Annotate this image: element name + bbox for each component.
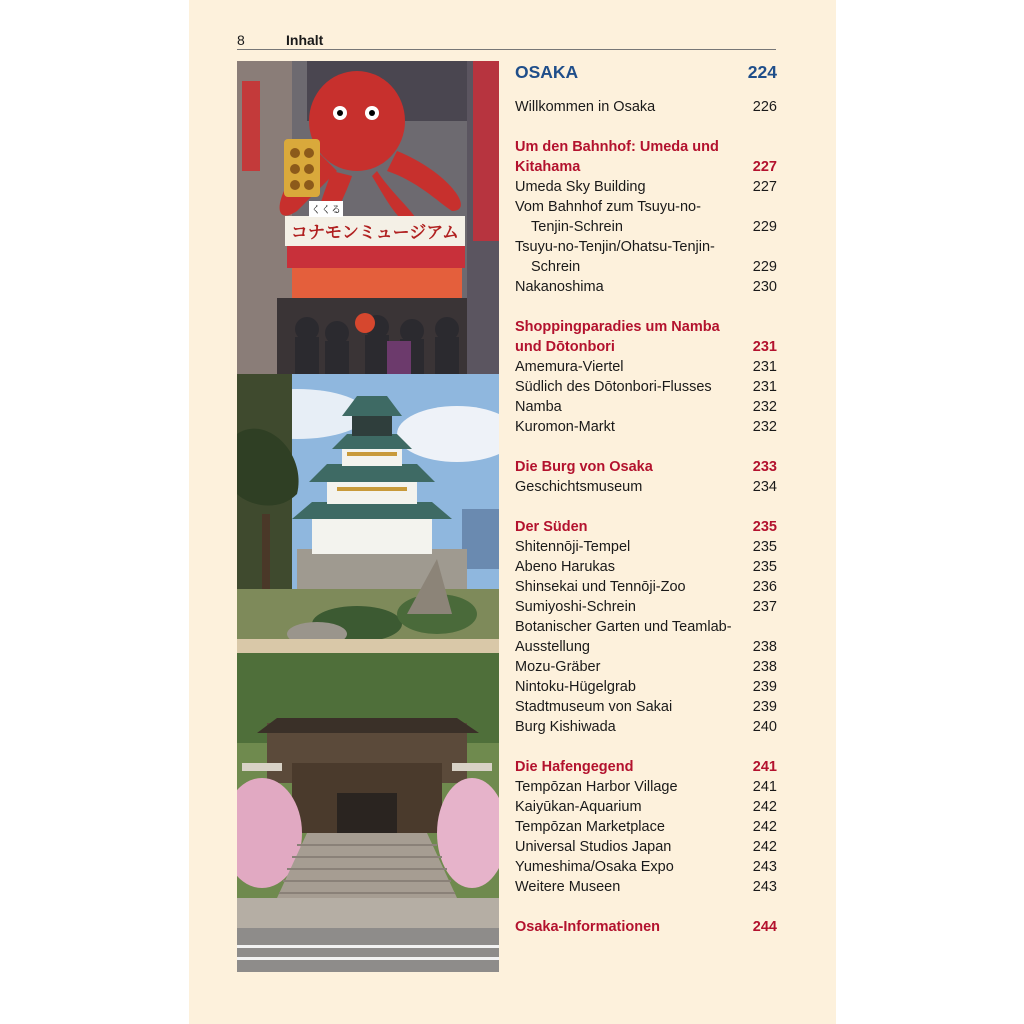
toc-entry-label: Mozu-Gräber [515,659,601,675]
toc-entry-label: Weitere Museen [515,879,621,895]
toc-entry-label: Stadtmuseum von Sakai [515,699,673,715]
toc-entry[interactable] [515,717,777,737]
toc-entry-label: Abeno Harukas [515,559,615,575]
toc-page-number: 233 [752,459,777,475]
toc-entry[interactable] [515,617,777,657]
toc-page-number: 235 [752,519,777,535]
toc-page-number: 242 [752,819,777,835]
toc-entry[interactable] [515,777,777,797]
toc-section-label: Die Hafengegend [515,759,634,775]
toc-page-number: 240 [752,719,777,735]
toc-entry-label: Nakanoshima [515,279,604,295]
toc-page-number: 229 [752,219,777,235]
toc-entry-label: Shinsekai und Tennōji-Zoo [515,579,686,595]
toc-entry[interactable] [515,357,777,377]
toc-entry-label: Burg Kishiwada [515,719,616,735]
toc-entry-label: Universal Studios Japan [515,839,672,855]
toc-entry[interactable] [515,97,777,117]
toc-entry[interactable] [515,857,777,877]
toc-page-number: 234 [752,479,777,495]
toc-entry[interactable] [515,177,777,197]
toc-entry[interactable] [515,417,777,437]
toc-entry-label: Yumeshima/Osaka Expo [515,859,674,875]
toc-page-number: 231 [752,339,777,355]
toc-entry[interactable] [515,577,777,597]
toc-entry[interactable] [515,877,777,897]
page-number: 8 [237,32,245,48]
toc-entry[interactable] [515,697,777,717]
table-of-contents [515,61,777,937]
toc-entry[interactable] [515,837,777,857]
toc-entry[interactable] [515,277,777,297]
toc-entry-label: Botanischer Garten und Teamlab-Ausstellung [515,619,732,655]
toc-section-heading[interactable] [515,457,777,477]
toc-entry-label: Shitennōji-Tempel [515,539,631,555]
toc-page-number: 231 [752,359,777,375]
toc-entry[interactable] [515,657,777,677]
toc-entry[interactable] [515,817,777,837]
toc-page-number: 237 [752,599,777,615]
toc-chapter-label: OSAKA [515,62,579,82]
header-title: Inhalt [286,32,324,48]
toc-page-number: 232 [752,399,777,415]
toc-entry[interactable] [515,397,777,417]
toc-entry[interactable] [515,537,777,557]
toc-entry[interactable] [515,557,777,577]
toc-entry-label: Nintoku-Hügelgrab [515,679,636,695]
toc-entry-label: Geschichtsmuseum [515,479,643,495]
toc-entry[interactable] [515,237,777,277]
toc-page-number: 239 [752,679,777,695]
toc-section-label: Der Süden [515,519,588,535]
toc-page-number: 232 [752,419,777,435]
toc-page-number: 226 [752,99,777,115]
toc-page-number: 244 [752,919,777,935]
toc-entry-label: Tsuyu-no-Tenjin/Ohatsu-Tenjin-Schrein [515,239,715,275]
photo-osaka-castle [237,374,499,653]
toc-entry-label: Tempōzan Harbor Village [515,779,678,795]
toc-page-number: 236 [752,579,777,595]
toc-entry[interactable] [515,377,777,397]
toc-page-number: 229 [752,259,777,275]
toc-entry-label: Amemura-Viertel [515,359,624,375]
toc-entry-label: Kaiyūkan-Aquarium [515,799,642,815]
small-sign-text: くくる [311,205,341,216]
toc-page-number: 238 [752,659,777,675]
photo-column [237,61,499,972]
toc-page-number: 227 [752,159,777,175]
toc-page-number: 227 [752,179,777,195]
toc-page-number: 241 [752,759,777,775]
toc-page-number: 231 [752,379,777,395]
toc-entry-label: Südlich des Dōtonbori-Flusses [515,379,712,395]
toc-chapter-heading[interactable] [515,61,777,83]
toc-page-number: 243 [752,879,777,895]
toc-entry[interactable] [515,677,777,697]
toc-entry-label: Tempōzan Marketplace [515,819,665,835]
toc-entry-label: Namba [515,399,562,415]
photo-temple-gate [237,653,499,972]
toc-page-number: 239 [752,699,777,715]
toc-page-number: 241 [752,779,777,795]
toc-section-label: Osaka-Informationen [515,919,661,935]
toc-entry-label: Vom Bahnhof zum Tsuyu-no-Tenjin-Schrein [515,199,701,235]
toc-entry-label: Willkommen in Osaka [515,99,656,115]
toc-page-number: 242 [752,839,777,855]
toc-section-heading[interactable] [515,137,777,177]
toc-page-number: 224 [747,62,777,82]
toc-section-label: Shoppingparadies um Namba und Dōtonbori [515,319,720,355]
toc-page-number: 243 [752,859,777,875]
toc-section-heading[interactable] [515,517,777,537]
toc-page-number: 235 [752,539,777,555]
toc-section-label: Um den Bahnhof: Umeda und Kitahama [515,139,719,175]
toc-entry-label: Kuromon-Markt [515,419,615,435]
toc-page-number: 230 [752,279,777,295]
toc-page-number: 242 [752,799,777,815]
toc-section-heading[interactable] [515,317,777,357]
toc-entry[interactable] [515,197,777,237]
toc-entry[interactable] [515,597,777,617]
toc-page-number: 238 [752,639,777,655]
toc-entry-label: Sumiyoshi-Schrein [515,599,636,615]
book-page [189,0,836,1024]
toc-page-number: 235 [752,559,777,575]
toc-entry-label: Umeda Sky Building [515,179,646,195]
toc-section-heading[interactable] [515,917,777,937]
sign-text: コナモンミュージアム [290,223,460,243]
toc-entry[interactable] [515,477,777,497]
photo-octopus-sign [237,61,499,374]
toc-section-label: Die Burg von Osaka [515,459,653,475]
running-header [237,32,776,50]
toc-entry[interactable] [515,797,777,817]
toc-section-heading[interactable] [515,757,777,777]
